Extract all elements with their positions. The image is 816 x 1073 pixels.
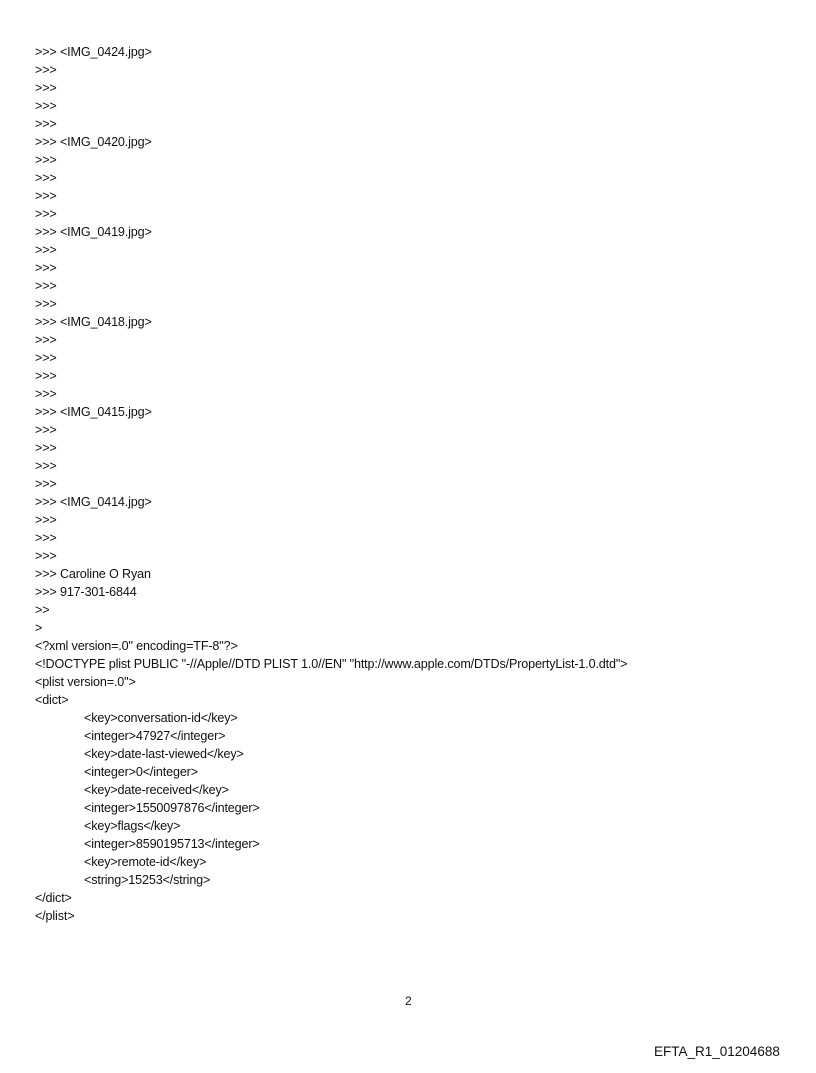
text-line: >>> [35, 423, 57, 437]
text-line: >>> <IMG_0415.jpg> [35, 405, 152, 419]
text-line: >>> <IMG_0418.jpg> [35, 315, 152, 329]
bates-number: EFTA_R1_01204688 [654, 1044, 780, 1059]
text-line: <key>flags</key> [84, 819, 181, 833]
text-line: >>> [35, 153, 57, 167]
text-line: >> [35, 603, 50, 617]
text-line: <integer>0</integer> [84, 765, 198, 779]
text-line: >>> [35, 207, 57, 221]
text-line: <key>remote-id</key> [84, 855, 207, 869]
text-line: <key>conversation-id</key> [84, 711, 238, 725]
text-line: <plist version=.0"> [35, 675, 136, 689]
text-line: >>> [35, 369, 57, 383]
text-line: >>> [35, 261, 57, 275]
text-line: >>> <IMG_0424.jpg> [35, 45, 152, 59]
page-number: 2 [405, 994, 412, 1008]
text-line: >>> [35, 549, 57, 563]
text-line: <!DOCTYPE plist PUBLIC "-//Apple//DTD PLIST 1.0//EN" "http://www.apple.com/DTDs/PropertyList-1.0.dtd"> [35, 657, 628, 671]
text-line: > [35, 621, 43, 635]
text-line: >>> [35, 297, 57, 311]
text-line: >>> [35, 387, 57, 401]
text-line: >>> [35, 189, 57, 203]
text-line: >>> [35, 477, 57, 491]
text-line: >>> [35, 351, 57, 365]
text-line: <integer>1550097876</integer> [84, 801, 260, 815]
text-line: >>> [35, 279, 57, 293]
text-line: >>> Caroline O Ryan [35, 567, 151, 581]
document-body [35, 43, 627, 925]
text-line: <?xml version=.0" encoding=TF-8"?> [35, 639, 238, 653]
text-line: </dict> [35, 891, 72, 905]
text-line: >>> 917-301-6844 [35, 585, 137, 599]
text-line: >>> <IMG_0419.jpg> [35, 225, 152, 239]
text-line: <integer>8590195713</integer> [84, 837, 260, 851]
text-line: >>> [35, 99, 57, 113]
text-line: >>> [35, 441, 57, 455]
text-line: >>> <IMG_0420.jpg> [35, 135, 152, 149]
text-line: >>> [35, 333, 57, 347]
text-line: >>> [35, 171, 57, 185]
text-line: <string>15253</string> [84, 873, 211, 887]
text-line: >>> [35, 63, 57, 77]
text-line: >>> [35, 459, 57, 473]
text-line: </plist> [35, 909, 75, 923]
text-line: >>> [35, 531, 57, 545]
text-line: <integer>47927</integer> [84, 729, 226, 743]
text-line: >>> [35, 513, 57, 527]
text-line: >>> [35, 117, 57, 131]
text-line: >>> <IMG_0414.jpg> [35, 495, 152, 509]
text-line: >>> [35, 81, 57, 95]
text-line: <key>date-received</key> [84, 783, 229, 797]
text-line: >>> [35, 243, 57, 257]
text-line: <key>date-last-viewed</key> [84, 747, 244, 761]
text-line: <dict> [35, 693, 69, 707]
